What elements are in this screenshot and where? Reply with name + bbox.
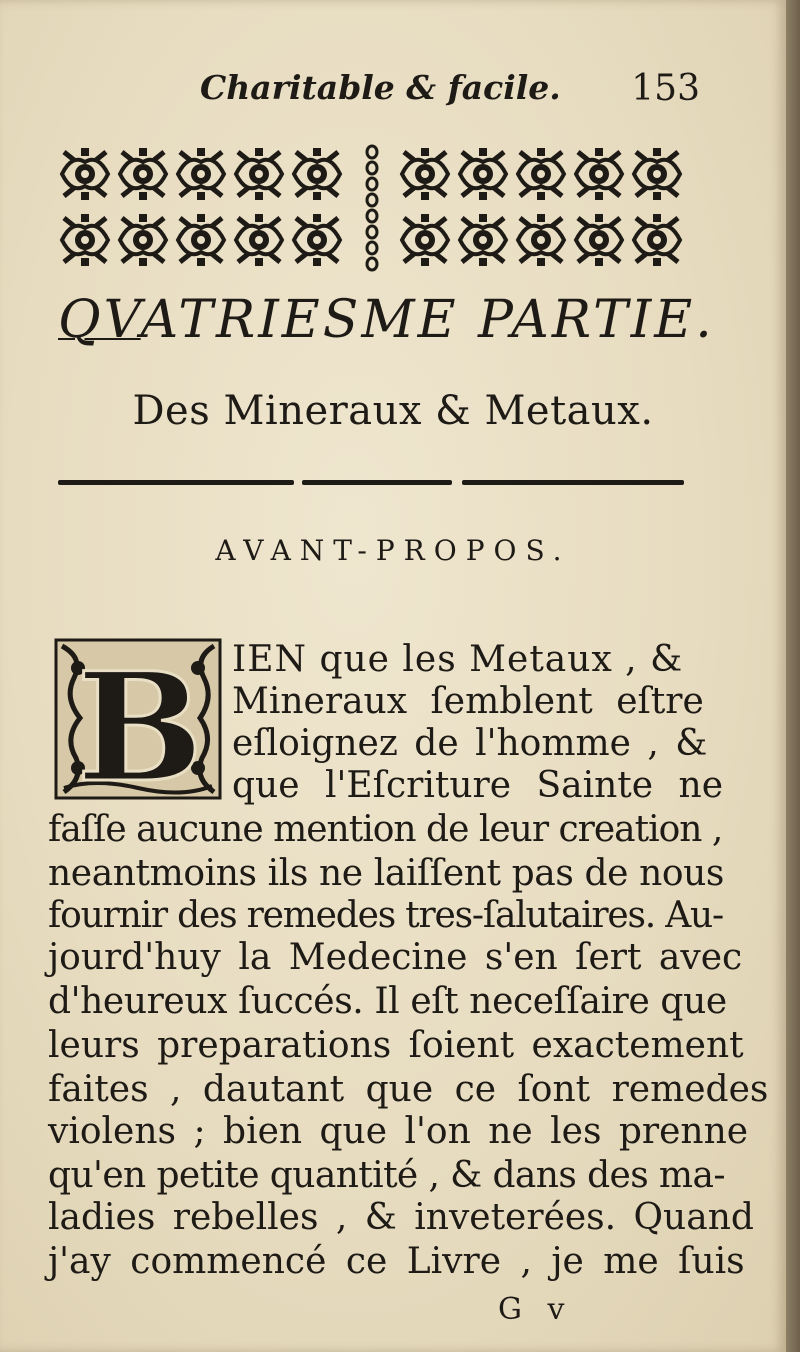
body-line: d'heureux ſuccés. Il eſt neceſſaire que [48,981,727,1022]
signature-mark: G v [498,1292,573,1327]
body-line: eſloignez de l'homme , & [232,723,708,764]
body-line: neantmoins ils ne laiſſent pas de nous [48,853,724,894]
running-title: Charitable & facile. [200,68,561,107]
page-number: 153 [631,68,700,109]
running-head [200,68,720,118]
body-line: Mineraux ſemblent eſtre [232,681,704,722]
rule-left [58,480,294,485]
body-line: ladies rebelles , & inveterées. Quand [48,1197,754,1238]
ornamental-headpiece [58,142,688,272]
drop-cap-b [54,638,222,800]
rule-right [462,480,684,485]
body-line: qu'en petite quantité , & dans des ma- [48,1155,725,1196]
part-title-lead: QV [58,290,141,350]
body-line: IEN que les Metaux , & [232,639,684,680]
page-edge [786,0,800,1352]
part-title [58,290,715,350]
drop-cap-letter: B [76,640,204,800]
section-rules [58,480,684,486]
section-heading: AVANT-PROPOS. [215,534,571,567]
body-line: fournir des remedes tres-ſalutaires. Au- [48,895,724,936]
body-line: jourd'huy la Medecine s'en ſert avec [48,937,743,978]
body-line: faſſe aucune mention de leur creation , [48,809,723,850]
body-line: j'ay commencé ce Livre , je me ſuis [48,1241,745,1282]
body-line: violens ; bien que l'on ne les prenne [48,1111,749,1152]
part-subtitle: Des Mineraux & Metaux. [132,388,654,434]
rule-middle [302,480,452,485]
body-line: faites , dautant que ce ſont remedes [48,1069,769,1110]
body-line: leurs preparations ſoient exactement [48,1025,744,1066]
body-line: que l'Eſcriture Sainte ne [232,765,724,806]
part-title-rest: ATRIESME PARTIE. [140,290,715,350]
